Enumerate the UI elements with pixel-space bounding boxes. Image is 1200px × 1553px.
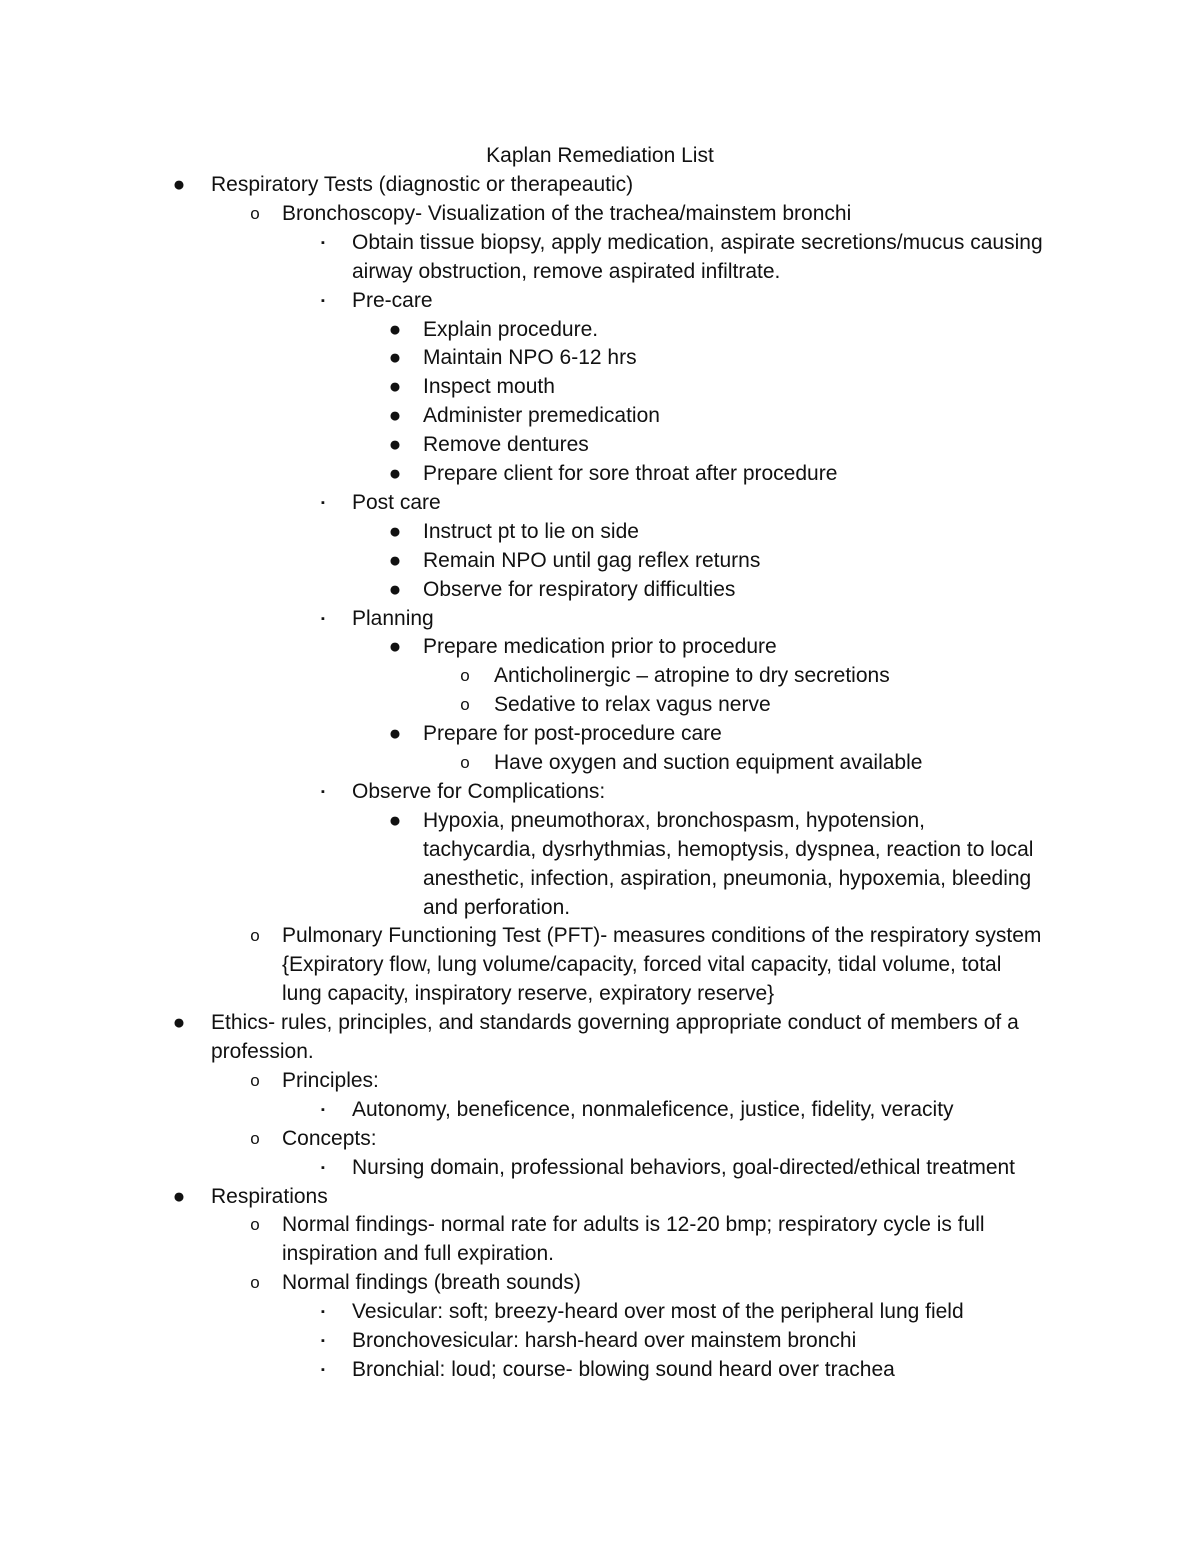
list-item-text: Observe for respiratory difficulties <box>423 577 736 601</box>
list-item-text: Have oxygen and suction equipment available <box>494 751 923 774</box>
bullet-marker: ● <box>388 317 402 341</box>
list-item-text: Normal findings (breath sounds) <box>282 1271 581 1295</box>
list-item-text: lung capacity, inspiratory reserve, expiratory reserve} <box>282 982 775 1006</box>
list-item-text: Vesicular: soft; breezy-heard over most of the peripheral lung field <box>352 1300 964 1324</box>
list-item-text: Inspect mouth <box>423 375 555 399</box>
list-item-text: {Expiratory flow, lung volume/capacity, forced vital capacity, tidal volume, total <box>282 953 1002 977</box>
list-item-text: anesthetic, infection, aspiration, pneumonia, hypoxemia, bleeding <box>423 866 1032 890</box>
square-marker: ▪ <box>321 1335 325 1347</box>
list-item-text: Administer premedication <box>423 404 660 428</box>
circle-marker: o <box>250 926 260 946</box>
square-marker: ▪ <box>321 612 325 625</box>
list-item-text: Prepare client for sore throat after procedure <box>423 462 838 485</box>
list-item-text: Respiratory Tests (diagnostic or therapeautic) <box>211 173 634 196</box>
circle-marker: o <box>250 1128 260 1148</box>
list-item-text: tachycardia, dysrhythmias, hemoptysis, dyspnea, reaction to local <box>423 837 1034 861</box>
list-item-text: Nursing domain, professional behaviors, goal-directed/ethical treatment <box>352 1155 1016 1179</box>
square-marker: ▪ <box>321 236 325 249</box>
list-item-text: Normal findings- normal rate for adults is 12-20 bmp; respiratory cycle is full <box>282 1213 985 1237</box>
circle-marker: o <box>460 753 470 772</box>
list-item-text: Bronchial: loud; course- blowing sound heard over trachea <box>352 1357 895 1381</box>
circle-marker: o <box>250 1070 260 1090</box>
bullet-marker: ● <box>388 404 402 428</box>
list-item-text: Maintain NPO 6-12 hrs <box>423 346 637 370</box>
square-marker: ▪ <box>321 1306 325 1319</box>
circle-marker: o <box>250 1215 260 1235</box>
document-title: Kaplan Remediation List <box>486 144 714 167</box>
list-item-text: Autonomy, beneficence, nonmaleficence, justice, fidelity, veracity <box>352 1097 954 1121</box>
square-marker: ▪ <box>321 294 325 307</box>
list-item-text: Ethics- rules, principles, and standards governing appropriate conduct of members of a <box>211 1011 1019 1035</box>
list-item-text: Bronchoscopy- Visualization of the trachea/mainstem bronchi <box>282 201 852 225</box>
list-item-text: inspiration and full expiration. <box>282 1242 554 1266</box>
bullet-marker: ● <box>388 375 402 399</box>
bullet-marker: ● <box>388 808 402 832</box>
circle-marker: o <box>250 1273 260 1293</box>
list-item-text: Pre-care <box>352 288 433 312</box>
circle-marker: o <box>460 695 470 715</box>
list-item-text: Remove dentures <box>423 433 589 457</box>
square-marker: ▪ <box>321 496 325 509</box>
bullet-marker: ● <box>172 173 186 196</box>
bullet-marker: ● <box>388 722 402 746</box>
bullet-marker: ● <box>388 462 402 485</box>
list-item-text: Obtain tissue biopsy, apply medication, aspirate secretions/mucus causing <box>352 230 1043 254</box>
bullet-marker: ● <box>388 346 402 370</box>
list-item-text: Bronchovesicular: harsh-heard over mainstem bronchi <box>352 1329 857 1352</box>
square-marker: ▪ <box>321 1161 325 1174</box>
list-item-text: Hypoxia, pneumothorax, bronchospasm, hypotension, <box>423 808 925 832</box>
list-item-text: and perforation. <box>423 895 571 919</box>
list-item-text: Sedative to relax vagus nerve <box>494 693 771 717</box>
square-marker: ▪ <box>321 785 325 798</box>
list-item-text: Explain procedure. <box>423 317 599 341</box>
bullet-marker: ● <box>388 519 402 543</box>
list-item-text: Post care <box>352 490 441 514</box>
circle-marker: o <box>460 666 470 686</box>
bullet-marker: ● <box>388 577 402 601</box>
bullet-marker: ● <box>388 433 402 457</box>
list-item-text: Respirations <box>211 1184 328 1208</box>
list-item-text: Planning <box>352 606 434 630</box>
list-item-text: profession. <box>211 1040 314 1063</box>
bullet-marker: ● <box>388 548 402 572</box>
list-item-text: Remain NPO until gag reflex returns <box>423 548 761 572</box>
list-item-text: Pulmonary Functioning Test (PFT)- measures conditions of the respiratory system <box>282 924 1042 948</box>
bullet-marker: ● <box>388 635 402 659</box>
list-item-text: Instruct pt to lie on side <box>423 519 639 543</box>
square-marker: ▪ <box>321 1103 325 1116</box>
bullet-marker: ● <box>172 1184 186 1208</box>
list-item-text: airway obstruction, remove aspirated infiltrate. <box>352 259 781 283</box>
list-item-text: Observe for Complications: <box>352 779 606 803</box>
list-item-text: Principles: <box>282 1068 379 1092</box>
bullet-marker: ● <box>172 1011 186 1035</box>
list-item-text: Anticholinergic – atropine to dry secretions <box>494 664 890 688</box>
square-marker: ▪ <box>321 1363 325 1376</box>
list-item-text: Prepare for post-procedure care <box>423 722 722 746</box>
circle-marker: o <box>250 203 260 223</box>
list-item-text: Concepts: <box>282 1126 377 1150</box>
list-item-text: Prepare medication prior to procedure <box>423 635 777 659</box>
